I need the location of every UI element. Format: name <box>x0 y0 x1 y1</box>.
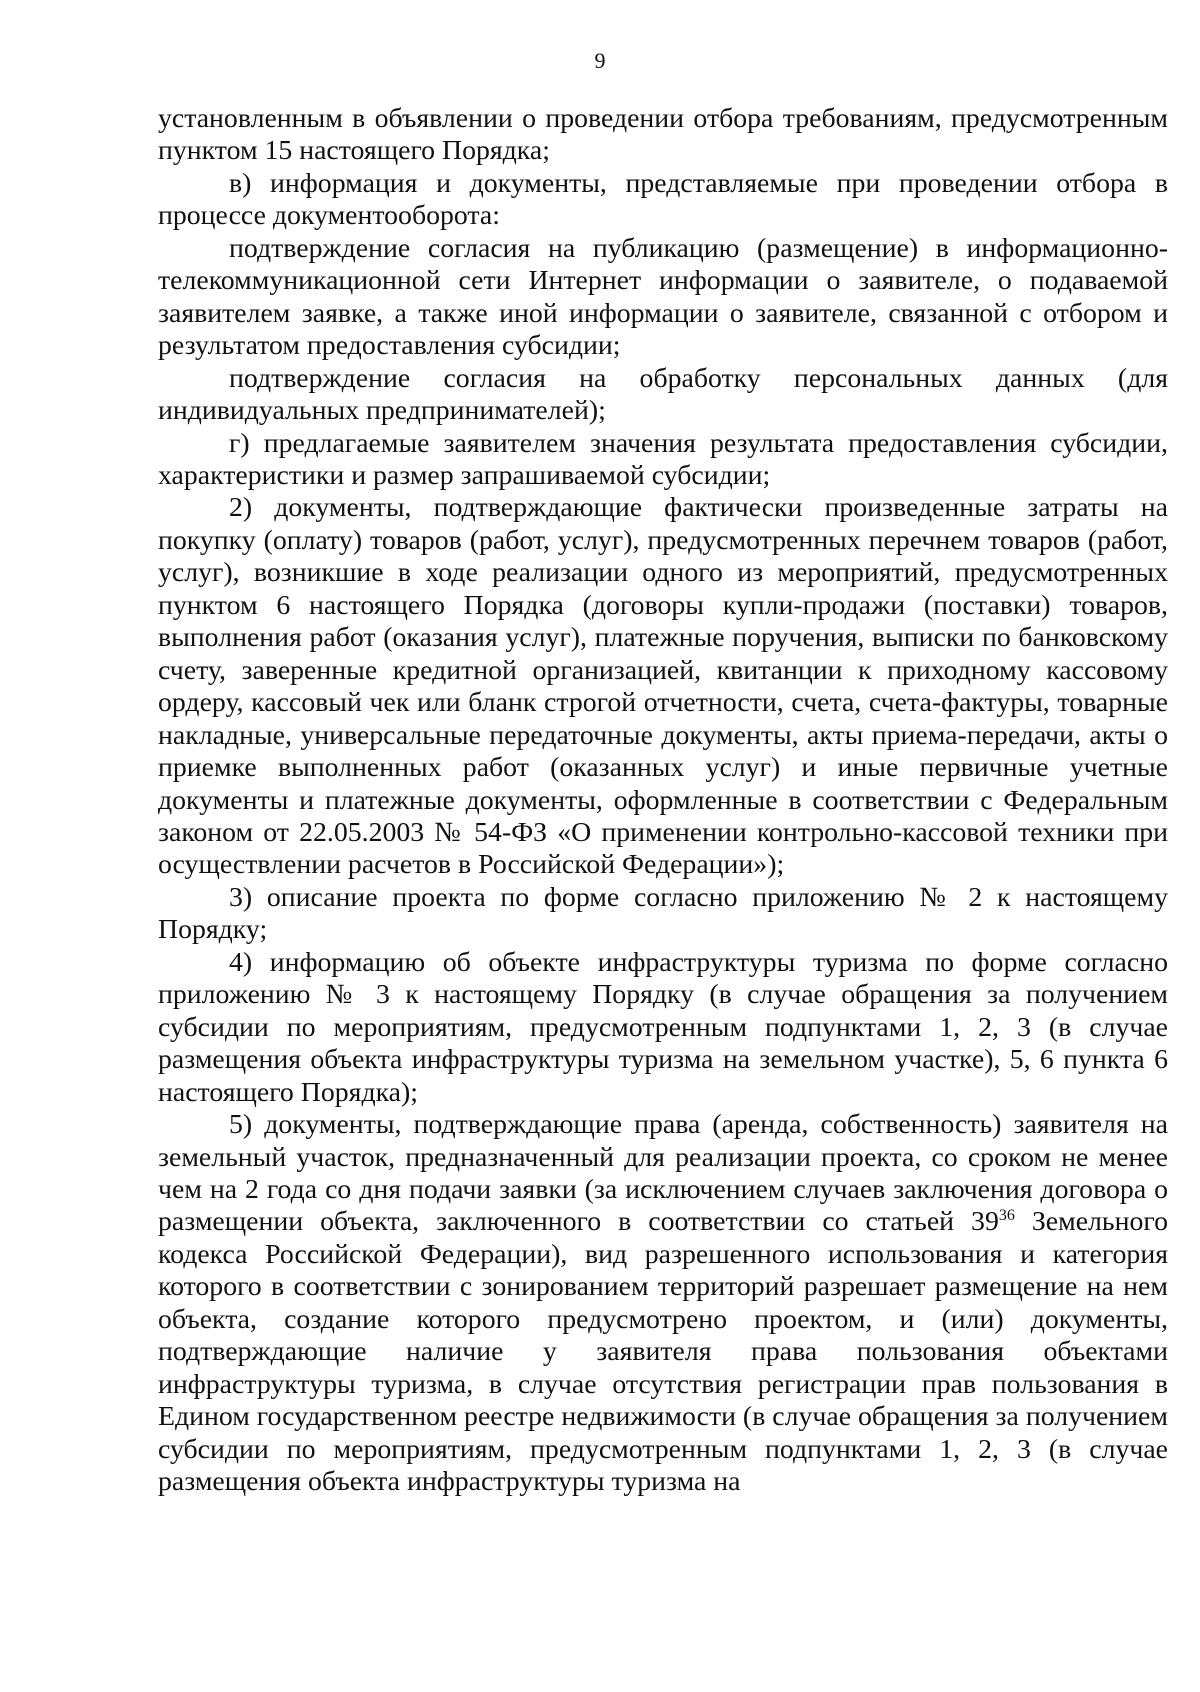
paragraph-4: 4) информацию об объекте инфраструктуры туризма по форме согласно приложению № 3 к настоящему Порядку (в случае обращения за получением субсидии по мероприятиям, предусмотренным подпунктами 1, 2, 3 (в случае размещения объекта инфраструктуры туризма на земельном участке), 5, 6 пункта 6 настоящего Порядка); <box>158 946 1168 1108</box>
paragraph-5-part-1: 5) документы, подтверждающие права (аренда, собственность) заявителя на земельный участок, предназначенный для реализации проекта, со сроком не менее чем на 2 года со дня подачи заявки (за исключением случаев заключения договора о размещении объекта, заключенного в соответствии со статьей 39 <box>158 1109 1168 1238</box>
paragraph-3: 3) описание проекта по форме согласно приложению № 2 к настоящему Порядку; <box>158 881 1168 946</box>
paragraph-v: в) информация и документы, представляемые при проведении отбора в процессе документооборота: <box>158 167 1168 232</box>
article-superscript: 36 <box>998 1207 1015 1225</box>
paragraph-continuation: установленным в объявлении о проведении отбора требованиям, предусмотренным пунктом 15 настоящего Порядка; <box>158 103 1168 167</box>
paragraph-5 <box>158 1109 1168 1498</box>
paragraph-personal-data-consent: подтверждение согласия на обработку персональных данных (для индивидуальных предпринимателей); <box>158 362 1168 427</box>
paragraph-publication-consent: подтверждение согласия на публикацию (размещение) в информационно-телекоммуникационной сети Интернет информации о заявителе, о подаваемой заявителем заявке, а также иной информации о заявителе, связанной с отбором и результатом предоставления субсидии; <box>158 232 1168 362</box>
page-number: 9 <box>594 48 606 73</box>
document-body <box>158 103 1168 1498</box>
paragraph-g: г) предлагаемые заявителем значения результата предоставления субсидии, характеристики и размер запрашиваемой субсидии; <box>158 427 1168 491</box>
paragraph-2: 2) документы, подтверждающие фактически произведенные затраты на покупку (оплату) товаров (работ, услуг), предусмотренных перечнем товаров (работ, услуг), возникшие в ходе реализации одного из мероприятий, предусмотренных пунктом 6 настоящего Порядка (договоры купли-продажи (поставки) товаров, выполнения работ (оказания услуг), платежные поручения, выписки по банковскому счету, заверенные кредитной организацией, квитанции к приходному кассовому ордеру, кассовый чек или бланк строгой отчетности, счета, счета-фактуры, товарные накладные, универсальные передаточные документы, акты приема-передачи, акты о приемке выполненных работ (оказанных услуг) и иные первичные учетные документы и платежные документы, оформленные в соответствии с Федеральным законом от 22.05.2003 № 54-ФЗ «О применении контрольно-кассовой техники при осуществлении расчетов в Российской Федерации»); <box>158 492 1168 881</box>
paragraph-5-part-2: Земельного кодекса Российской Федерации), вид разрешенного использования и категория которого в соответствии с зонированием территорий разрешает размещение на нем объекта, создание которого предусмотрено проектом, и (или) документы, подтверждающие наличие у заявителя права пользования объектами инфраструктуры туризма, в случае отсутствия регистрации прав пользования в Едином государственном реестре недвижимости (в случае обращения за получением субсидии по мероприятиям, предусмотренным подпунктами 1, 2, 3 (в случае размещения объекта инфраструктуры туризма на <box>158 1206 1168 1498</box>
